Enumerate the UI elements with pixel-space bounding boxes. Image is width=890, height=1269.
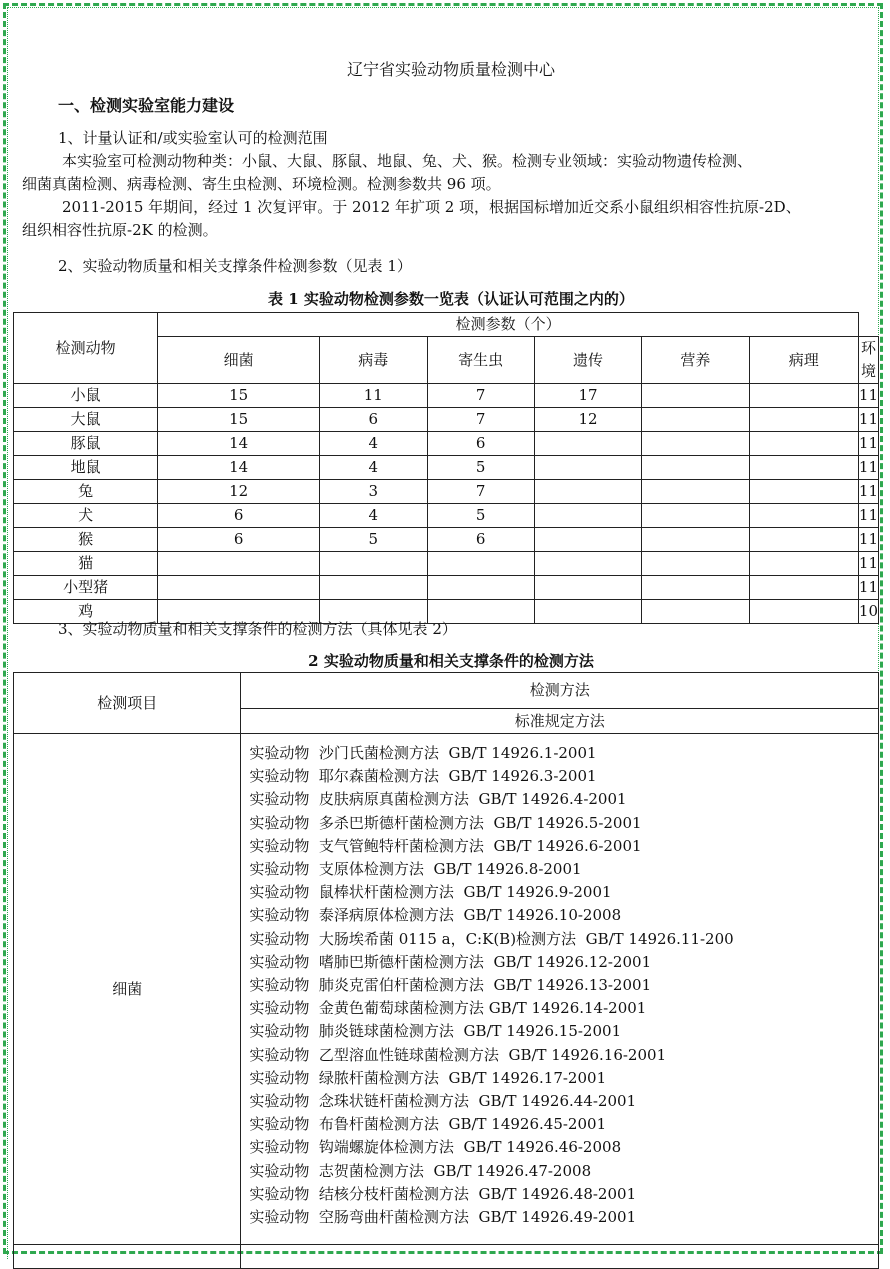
header-col: 细菌 <box>158 337 320 384</box>
value-cell: 5 <box>320 528 427 552</box>
method-line: 实验动物 肺炎克雷伯杆菌检测方法 GB/T 14926.13-2001 <box>249 976 652 995</box>
method-line: 实验动物 泰泽病原体检测方法 GB/T 14926.10-2008 <box>249 906 622 925</box>
table-row <box>14 504 879 528</box>
value-cell: 11 <box>320 384 427 408</box>
method-line: 实验动物 乙型溶血性链球菌检测方法 GB/T 14926.16-2001 <box>249 1045 667 1064</box>
table-row <box>14 480 879 504</box>
header-col: 遗传 <box>534 337 641 384</box>
value-cell: 7 <box>427 480 534 504</box>
method-line: 实验动物 金黄色葡萄球菌检测方法 GB/T 14926.14-2001 <box>249 999 647 1018</box>
value-cell <box>534 576 641 600</box>
animal-cell: 兔 <box>14 480 158 504</box>
value-cell <box>427 552 534 576</box>
method-line: 实验动物 钩端螺旋体检测方法 GB/T 14926.46-2008 <box>249 1138 622 1157</box>
value-cell: 6 <box>158 528 320 552</box>
value-cell <box>642 480 749 504</box>
animal-cell: 鸡 <box>14 600 158 624</box>
value-cell: 11 <box>858 504 878 528</box>
method-line: 实验动物 空肠弯曲杆菌检测方法 GB/T 14926.49-2001 <box>249 1208 637 1227</box>
table-row <box>14 456 879 480</box>
value-cell: 12 <box>534 408 641 432</box>
value-cell: 11 <box>858 528 878 552</box>
value-cell <box>158 576 320 600</box>
value-cell: 11 <box>858 432 878 456</box>
animal-cell: 大鼠 <box>14 408 158 432</box>
animal-cell: 小鼠 <box>14 384 158 408</box>
header-col: 营养 <box>642 337 749 384</box>
paragraph-2-line-1: 2011-2015 年期间，经过 1 次复评审。于 2012 年扩项 2 项，根据国标增加近交系小鼠组织相容性抗原-2D、 <box>62 198 801 216</box>
value-cell <box>320 576 427 600</box>
section-heading: 一、检测实验室能力建设 <box>58 96 235 115</box>
value-cell <box>427 600 534 624</box>
value-cell <box>749 504 858 528</box>
value-cell: 6 <box>320 408 427 432</box>
value-cell: 14 <box>158 432 320 456</box>
paragraph-2-line-2: 组织相容性抗原-2K 的检测。 <box>22 221 218 239</box>
value-cell <box>749 432 858 456</box>
value-cell: 3 <box>320 480 427 504</box>
value-cell: 11 <box>858 408 878 432</box>
method-line: 实验动物 耶尔森菌检测方法 GB/T 14926.3-2001 <box>249 767 597 786</box>
header-col: 环境 <box>858 337 878 384</box>
method-line: 实验动物 肺炎链球菌检测方法 GB/T 14926.15-2001 <box>249 1022 622 1041</box>
value-cell <box>534 456 641 480</box>
value-cell <box>642 384 749 408</box>
parameters-table <box>13 312 879 624</box>
value-cell: 15 <box>158 408 320 432</box>
header-param-group: 检测参数（个） <box>158 313 859 337</box>
method-line: 实验动物 志贺菌检测方法 GB/T 14926.47-2008 <box>249 1161 592 1180</box>
value-cell <box>749 408 858 432</box>
value-cell <box>749 600 858 624</box>
header-standard-method: 标准规定方法 <box>241 709 879 734</box>
value-cell <box>534 600 641 624</box>
method-line: 实验动物 结核分枝杆菌检测方法 GB/T 14926.48-2001 <box>249 1184 637 1203</box>
method-line: 实验动物 皮肤病原真菌检测方法 GB/T 14926.4-2001 <box>249 790 627 809</box>
empty-cell <box>241 1245 879 1269</box>
animal-cell: 犬 <box>14 504 158 528</box>
animal-cell: 地鼠 <box>14 456 158 480</box>
animal-cell: 豚鼠 <box>14 432 158 456</box>
value-cell: 5 <box>427 456 534 480</box>
animal-cell: 小型猪 <box>14 576 158 600</box>
value-cell <box>642 432 749 456</box>
table-row <box>14 734 879 1245</box>
value-cell <box>642 600 749 624</box>
value-cell: 5 <box>427 504 534 528</box>
empty-cell <box>14 1245 241 1269</box>
value-cell <box>320 552 427 576</box>
table-row <box>14 384 879 408</box>
paragraph-1-line-2: 细菌真菌检测、病毒检测、寄生虫检测、环境检测。检测参数共 96 项。 <box>22 175 501 193</box>
value-cell <box>534 528 641 552</box>
value-cell <box>534 504 641 528</box>
table-row <box>14 552 879 576</box>
method-line: 实验动物 沙门氏菌检测方法 GB/T 14926.1-2001 <box>249 744 597 762</box>
paragraph-1-line-1: 本实验室可检测动物种类：小鼠、大鼠、豚鼠、地鼠、兔、犬、猴。检测专业领域：实验动物遗传检测、 <box>62 152 753 170</box>
value-cell: 11 <box>858 480 878 504</box>
header-col: 病理 <box>749 337 858 384</box>
value-cell <box>534 432 641 456</box>
value-cell: 4 <box>320 456 427 480</box>
value-cell <box>749 576 858 600</box>
method-line: 实验动物 嗜肺巴斯德杆菌检测方法 GB/T 14926.12-2001 <box>249 952 652 971</box>
value-cell <box>749 456 858 480</box>
value-cell <box>534 552 641 576</box>
method-line: 实验动物 支气管鲍特杆菌检测方法 GB/T 14926.6-2001 <box>249 836 642 855</box>
value-cell <box>158 552 320 576</box>
method-line: 实验动物 支原体检测方法 GB/T 14926.8-2001 <box>249 860 582 879</box>
value-cell: 11 <box>858 384 878 408</box>
value-cell: 17 <box>534 384 641 408</box>
method-line: 实验动物 布鲁杆菌检测方法 GB/T 14926.45-2001 <box>249 1115 607 1134</box>
header-col: 病毒 <box>320 337 427 384</box>
page-title: 辽宁省实验动物质量检测中心 <box>346 60 555 79</box>
method-line: 实验动物 念珠状链杆菌检测方法 GB/T 14926.44-2001 <box>249 1092 637 1111</box>
value-cell: 4 <box>320 432 427 456</box>
table-row <box>14 408 879 432</box>
value-cell <box>320 600 427 624</box>
value-cell <box>642 504 749 528</box>
method-line: 实验动物 绿脓杆菌检测方法 GB/T 14926.17-2001 <box>249 1068 607 1087</box>
header-method: 检测方法 <box>241 673 879 709</box>
table2-caption: 2 实验动物质量和相关支撑条件的检测方法 <box>308 652 594 670</box>
value-cell <box>534 480 641 504</box>
header-animal: 检测动物 <box>14 313 158 384</box>
table-row <box>14 528 879 552</box>
header-col: 寄生虫 <box>427 337 534 384</box>
value-cell: 10 <box>858 600 878 624</box>
value-cell: 7 <box>427 408 534 432</box>
value-cell: 11 <box>858 552 878 576</box>
value-cell: 6 <box>158 504 320 528</box>
table-row <box>14 1245 879 1269</box>
value-cell <box>749 552 858 576</box>
value-cell: 11 <box>858 576 878 600</box>
header-item: 检测项目 <box>14 673 241 734</box>
value-cell: 6 <box>427 432 534 456</box>
value-cell <box>642 456 749 480</box>
value-cell <box>749 528 858 552</box>
method-line: 实验动物 大肠埃希菌 0115 a，C:K(B)检测方法 GB/T 14926.11-200 <box>249 929 734 948</box>
value-cell <box>427 576 534 600</box>
value-cell <box>642 576 749 600</box>
value-cell <box>642 552 749 576</box>
item3-title: 3、实验动物质量和相关支撑条件的检测方法（具体见表 2） <box>58 620 457 638</box>
value-cell: 12 <box>158 480 320 504</box>
value-cell <box>749 384 858 408</box>
value-cell: 15 <box>158 384 320 408</box>
category-cell: 细菌 <box>14 734 241 1245</box>
item1-title: 1、计量认证和/或实验室认可的检测范围 <box>58 129 328 147</box>
table1-caption: 表 1 实验动物检测参数一览表（认证认可范围之内的） <box>268 290 634 308</box>
methods-cell <box>241 734 879 1245</box>
value-cell <box>642 528 749 552</box>
value-cell: 11 <box>858 456 878 480</box>
value-cell <box>642 408 749 432</box>
value-cell: 4 <box>320 504 427 528</box>
method-line: 实验动物 多杀巴斯德杆菌检测方法 GB/T 14926.5-2001 <box>249 813 642 832</box>
table-header-row <box>14 313 879 337</box>
methods-table <box>13 672 879 1269</box>
animal-cell: 猴 <box>14 528 158 552</box>
value-cell <box>749 480 858 504</box>
table-row <box>14 576 879 600</box>
animal-cell: 猫 <box>14 552 158 576</box>
item2-title: 2、实验动物质量和相关支撑条件检测参数（见表 1） <box>58 257 412 275</box>
value-cell: 6 <box>427 528 534 552</box>
table-row <box>14 600 879 624</box>
value-cell <box>158 600 320 624</box>
value-cell: 14 <box>158 456 320 480</box>
value-cell: 7 <box>427 384 534 408</box>
table-row <box>14 432 879 456</box>
method-line: 实验动物 鼠棒状杆菌检测方法 GB/T 14926.9-2001 <box>249 883 612 902</box>
table-header-row <box>14 673 879 709</box>
